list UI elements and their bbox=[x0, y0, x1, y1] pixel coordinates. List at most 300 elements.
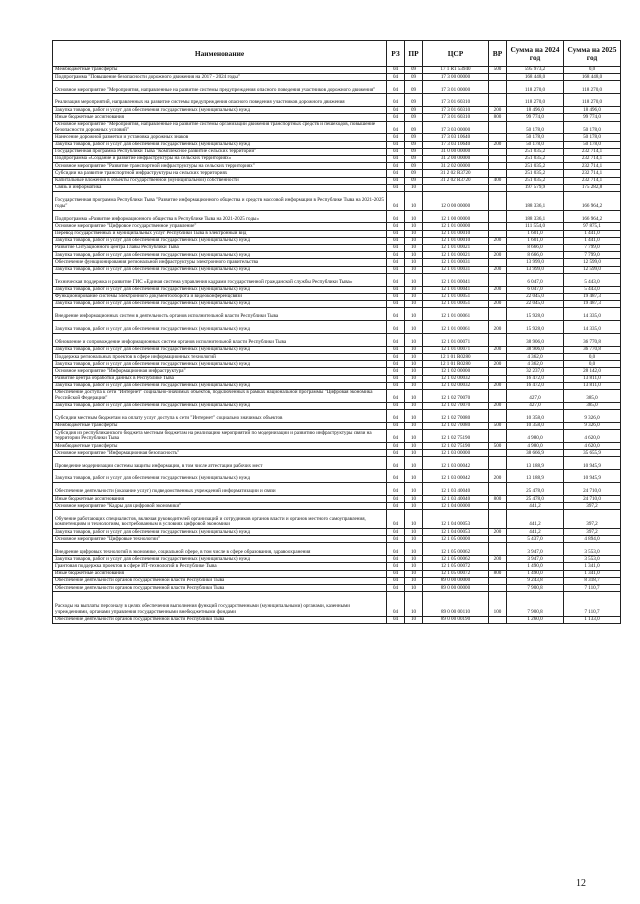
row-sum-2024: 7 900,8 bbox=[507, 585, 564, 592]
row-rz: 04 bbox=[387, 210, 405, 223]
row-name: Подпрограмма «Развитие информационного общества в Республике Тыва на 2021-2025 годы» bbox=[53, 210, 387, 223]
row-pr: 10 bbox=[405, 470, 423, 483]
row-name: Основное мероприятие "Информационная инфраструктура" bbox=[53, 368, 387, 375]
table-row bbox=[53, 457, 621, 470]
table-row bbox=[53, 443, 621, 450]
row-vr: 200 bbox=[489, 252, 507, 259]
row-sum-2024: 188 336,1 bbox=[507, 191, 564, 210]
row-sum-2025: 0,0 bbox=[564, 354, 621, 361]
header-rz: РЗ bbox=[387, 41, 405, 67]
row-rz: 04 bbox=[387, 134, 405, 141]
row-sum-2025: 232 714,1 bbox=[564, 177, 621, 184]
row-sum-2025: 3 553,0 bbox=[564, 543, 621, 556]
row-pr: 10 bbox=[405, 422, 423, 429]
row-pr: 10 bbox=[405, 300, 423, 307]
row-vr bbox=[489, 510, 507, 529]
row-pr: 10 bbox=[405, 230, 423, 237]
row-csr: 12 1 05 00072 bbox=[423, 563, 489, 570]
row-vr bbox=[489, 616, 507, 623]
row-sum-2024: 6 047,0 bbox=[507, 286, 564, 293]
row-vr bbox=[489, 410, 507, 423]
row-csr: 12 1 01 R0280 bbox=[423, 354, 489, 361]
row-pr: 09 bbox=[405, 114, 423, 121]
row-rz: 04 bbox=[387, 170, 405, 177]
row-name: Основное мероприятие "Цифровое государственное управление" bbox=[53, 223, 387, 230]
row-sum-2024: 251 035,2 bbox=[507, 163, 564, 170]
row-sum-2025: 12 599,0 bbox=[564, 266, 621, 273]
row-vr bbox=[489, 210, 507, 223]
row-sum-2025: 0,0 bbox=[564, 361, 621, 368]
row-vr bbox=[489, 170, 507, 177]
row-name: Закупка товаров, работ и услуг для обеспечения государственных (муниципальных) нужд bbox=[53, 237, 387, 244]
row-pr: 10 bbox=[405, 266, 423, 273]
row-pr: 10 bbox=[405, 496, 423, 503]
table-row bbox=[53, 543, 621, 556]
row-rz: 04 bbox=[387, 556, 405, 563]
row-pr: 10 bbox=[405, 389, 423, 402]
row-csr: 12 1 01 00051 bbox=[423, 300, 489, 307]
row-rz: 04 bbox=[387, 496, 405, 503]
row-vr: 200 bbox=[489, 402, 507, 409]
row-pr: 10 bbox=[405, 457, 423, 470]
row-csr: 89 0 00 00190 bbox=[423, 616, 489, 623]
row-name: Подпрограмма «Создание и развитие инфраструктуры на сельских территориях» bbox=[53, 155, 387, 162]
row-vr: 800 bbox=[489, 570, 507, 577]
row-vr bbox=[489, 74, 507, 81]
row-vr bbox=[489, 333, 507, 346]
row-csr: 12 1 05 00072 bbox=[423, 570, 489, 577]
row-sum-2024: 595 973,2 bbox=[507, 67, 564, 74]
row-sum-2024: 6 047,0 bbox=[507, 273, 564, 286]
row-rz: 04 bbox=[387, 536, 405, 543]
row-name: Закупка товаров, работ и услуг для обеспечения государственных (муниципальных) нужд bbox=[53, 556, 387, 563]
row-pr: 10 bbox=[405, 293, 423, 300]
row-pr: 10 bbox=[405, 237, 423, 244]
row-vr bbox=[489, 121, 507, 134]
row-sum-2024: 25 478,0 bbox=[507, 483, 564, 496]
row-sum-2024: 1 601,0 bbox=[507, 230, 564, 237]
row-sum-2024: 38 666,9 bbox=[507, 450, 564, 457]
row-vr: 800 bbox=[489, 114, 507, 121]
row-csr: 17 3 00 00000 bbox=[423, 74, 489, 81]
row-sum-2025: 13 811,0 bbox=[564, 382, 621, 389]
row-rz: 04 bbox=[387, 483, 405, 496]
row-name: Закупка товаров, работ и услуг для обеспечения государственных (муниципальных) нужд bbox=[53, 321, 387, 334]
page-number: 12 bbox=[576, 878, 586, 889]
table-row bbox=[53, 210, 621, 223]
row-csr: 12 1 01 00041 bbox=[423, 286, 489, 293]
row-vr: 500 bbox=[489, 67, 507, 74]
row-name: Закупка товаров, работ и услуг для обеспечения государственных (муниципальных) нужд bbox=[53, 529, 387, 536]
row-csr: 12 1 01 00071 bbox=[423, 346, 489, 353]
row-sum-2025: 4 620,0 bbox=[564, 443, 621, 450]
row-sum-2024: 4 362,0 bbox=[507, 361, 564, 368]
table-row bbox=[53, 536, 621, 543]
row-vr: 400 bbox=[489, 177, 507, 184]
row-pr: 10 bbox=[405, 286, 423, 293]
row-csr: 12 1 02 70080 bbox=[423, 422, 489, 429]
row-vr: 500 bbox=[489, 443, 507, 450]
header-vr: ВР bbox=[489, 41, 507, 67]
row-sum-2025: 3 553,0 bbox=[564, 556, 621, 563]
row-rz: 04 bbox=[387, 361, 405, 368]
table-row bbox=[53, 114, 621, 121]
row-sum-2025: 10 945,9 bbox=[564, 457, 621, 470]
row-name: Закупка товаров, работ и услуг для обеспечения государственных (муниципальных) нужд bbox=[53, 382, 387, 389]
row-pr: 09 bbox=[405, 155, 423, 162]
row-sum-2024: 15 928,0 bbox=[507, 308, 564, 321]
row-pr: 09 bbox=[405, 74, 423, 81]
row-csr: 12 1 01 00010 bbox=[423, 237, 489, 244]
row-csr: 17 3 03 00000 bbox=[423, 121, 489, 134]
row-csr: 17 3 01 00000 bbox=[423, 81, 489, 94]
row-rz: 04 bbox=[387, 503, 405, 510]
row-sum-2025: 18 496,0 bbox=[564, 107, 621, 114]
row-pr: 10 bbox=[405, 382, 423, 389]
row-csr: 12 1 02 00032 bbox=[423, 375, 489, 382]
table-row bbox=[53, 496, 621, 503]
row-rz: 04 bbox=[387, 585, 405, 592]
row-csr: 31 0 00 00000 bbox=[423, 148, 489, 155]
row-sum-2025: 9 326,0 bbox=[564, 422, 621, 429]
row-sum-2024: 1 260,0 bbox=[507, 616, 564, 623]
row-vr bbox=[489, 223, 507, 230]
row-vr: 200 bbox=[489, 237, 507, 244]
row-pr: 10 bbox=[405, 536, 423, 543]
row-sum-2025: 24 710,0 bbox=[564, 496, 621, 503]
row-name: Обновление и сопровождение информационных систем органов исполнительной власти Республики Тыва bbox=[53, 333, 387, 346]
row-pr: 10 bbox=[405, 529, 423, 536]
row-rz: 04 bbox=[387, 354, 405, 361]
row-sum-2025: 166 964,2 bbox=[564, 210, 621, 223]
row-pr: 10 bbox=[405, 616, 423, 623]
row-rz: 04 bbox=[387, 300, 405, 307]
row-vr: 200 bbox=[489, 556, 507, 563]
row-sum-2024: 197 579,9 bbox=[507, 184, 564, 191]
row-vr: 200 bbox=[489, 141, 507, 148]
row-sum-2025: 10 945,9 bbox=[564, 470, 621, 483]
row-name: Закупка товаров, работ и услуг для обеспечения государственных (муниципальных) нужд bbox=[53, 286, 387, 293]
row-vr bbox=[489, 134, 507, 141]
row-pr: 10 bbox=[405, 321, 423, 334]
row-name: Капитальные вложения в объекты государственной (муниципальной) собственности bbox=[53, 177, 387, 184]
table-row bbox=[53, 252, 621, 259]
table-row bbox=[53, 273, 621, 286]
row-sum-2025: 118 270,0 bbox=[564, 94, 621, 107]
row-sum-2024: 168 448,0 bbox=[507, 74, 564, 81]
table-row bbox=[53, 259, 621, 266]
row-sum-2024: 441,2 bbox=[507, 529, 564, 536]
table-row bbox=[53, 577, 621, 584]
row-rz: 04 bbox=[387, 592, 405, 616]
row-name: Государственная программа Республики Тыва "Развитие информационного общества и средств массовой информации в Республике Тыва на 2021-2025 годы" bbox=[53, 191, 387, 210]
row-csr: 17 3 01 60310 bbox=[423, 94, 489, 107]
row-name: Закупка товаров, работ и услуг для обеспечения государственных (муниципальных) нужд bbox=[53, 266, 387, 273]
table-row bbox=[53, 121, 621, 134]
row-name: Внедрение информационных систем в деятельность органов исполнительной власти Республики Тыва bbox=[53, 308, 387, 321]
row-rz: 04 bbox=[387, 230, 405, 237]
row-sum-2025: 4 620,0 bbox=[564, 430, 621, 443]
row-sum-2025: 28 142,0 bbox=[564, 368, 621, 375]
row-pr: 10 bbox=[405, 450, 423, 457]
row-pr: 10 bbox=[405, 430, 423, 443]
row-vr bbox=[489, 244, 507, 251]
table-row bbox=[53, 107, 621, 114]
row-rz: 04 bbox=[387, 81, 405, 94]
row-sum-2024: 427,0 bbox=[507, 402, 564, 409]
row-csr: 12 1 02 75190 bbox=[423, 443, 489, 450]
row-pr: 10 bbox=[405, 252, 423, 259]
row-sum-2025: 397,2 bbox=[564, 503, 621, 510]
row-pr: 09 bbox=[405, 81, 423, 94]
row-rz: 04 bbox=[387, 148, 405, 155]
row-sum-2025: 175 282,8 bbox=[564, 184, 621, 191]
row-rz: 04 bbox=[387, 346, 405, 353]
table-row bbox=[53, 483, 621, 496]
row-name: Грантовая поддержка проектов в сфере ИТ-технологий в Республике Тыва bbox=[53, 563, 387, 570]
row-sum-2025: 385,0 bbox=[564, 389, 621, 402]
row-sum-2024: 10 358,0 bbox=[507, 410, 564, 423]
table-row bbox=[53, 300, 621, 307]
row-sum-2024: 441,2 bbox=[507, 503, 564, 510]
row-csr: 12 1 02 70070 bbox=[423, 389, 489, 402]
table-row bbox=[53, 616, 621, 623]
row-vr bbox=[489, 273, 507, 286]
row-vr bbox=[489, 368, 507, 375]
row-name: Подпрограмма "Повышение безопасности дорожного движения на 2017 - 2024 годы" bbox=[53, 74, 387, 81]
row-csr: 12 1 04 00053 bbox=[423, 510, 489, 529]
row-sum-2024: 13 999,0 bbox=[507, 259, 564, 266]
row-sum-2025: 24 710,0 bbox=[564, 483, 621, 496]
row-sum-2025: 118 270,0 bbox=[564, 81, 621, 94]
budget-table-container bbox=[52, 40, 620, 624]
row-rz: 04 bbox=[387, 577, 405, 584]
table-row bbox=[53, 503, 621, 510]
row-sum-2024: 16 472,0 bbox=[507, 375, 564, 382]
row-csr: 12 1 03 00042 bbox=[423, 470, 489, 483]
header-sum-2024: Сумма на 2024 год bbox=[507, 41, 564, 67]
row-rz: 04 bbox=[387, 529, 405, 536]
row-sum-2024: 251 035,2 bbox=[507, 177, 564, 184]
row-rz: 04 bbox=[387, 422, 405, 429]
row-sum-2024: 4 980,0 bbox=[507, 430, 564, 443]
row-vr bbox=[489, 81, 507, 94]
row-vr: 200 bbox=[489, 321, 507, 334]
row-csr: 12 1 01 00031 bbox=[423, 266, 489, 273]
row-csr: 12 1 01 00071 bbox=[423, 333, 489, 346]
budget-table bbox=[52, 40, 621, 624]
row-name: Иные бюджетные ассигнования bbox=[53, 570, 387, 577]
row-name: Основное мероприятие "Развитие транспортной инфраструктуры на сельских территориях" bbox=[53, 163, 387, 170]
row-sum-2024: 18 496,0 bbox=[507, 107, 564, 114]
row-sum-2024: 3 947,0 bbox=[507, 543, 564, 556]
row-name: Закупка товаров, работ и услуг для обеспечения государственных (муниципальных) нужд bbox=[53, 470, 387, 483]
row-csr: 12 1 03 00042 bbox=[423, 457, 489, 470]
row-name: Межбюджетные трансферты bbox=[53, 422, 387, 429]
row-sum-2025: 1 341,0 bbox=[564, 563, 621, 570]
row-vr bbox=[489, 148, 507, 155]
row-name: Обучение работающих специалистов, включая руководителей организаций и сотрудников органов власти и органов местного самоуправления, компетенциям и технологиям, востребованным в условиях цифровой экономики bbox=[53, 510, 387, 529]
row-csr: 12 0 00 00000 bbox=[423, 191, 489, 210]
row-sum-2024: 50 178,0 bbox=[507, 141, 564, 148]
row-rz: 04 bbox=[387, 616, 405, 623]
row-name: Межбюджетные трансферты bbox=[53, 443, 387, 450]
header-name: Наименование bbox=[53, 41, 387, 67]
row-rz: 04 bbox=[387, 237, 405, 244]
row-sum-2024: 4 980,0 bbox=[507, 443, 564, 450]
row-sum-2025: 1 441,0 bbox=[564, 237, 621, 244]
row-sum-2025: 397,2 bbox=[564, 529, 621, 536]
row-name: Проведение модернизации системы защиты информации, в том числе аттестации рабочих мест bbox=[53, 457, 387, 470]
row-vr bbox=[489, 543, 507, 556]
row-pr: 10 bbox=[405, 184, 423, 191]
row-rz: 04 bbox=[387, 286, 405, 293]
row-name: Обеспечение деятельности органов государственной власти Республики Тыва bbox=[53, 577, 387, 584]
row-vr: 200 bbox=[489, 470, 507, 483]
row-name: Субсидии местным бюджетам на оплату услуг доступа к сети "Интернет" социально значимых объектов bbox=[53, 410, 387, 423]
row-sum-2025: 9 326,0 bbox=[564, 410, 621, 423]
row-csr: 17 3 01 60310 bbox=[423, 107, 489, 114]
row-sum-2025: 7 110,7 bbox=[564, 592, 621, 616]
row-vr: 100 bbox=[489, 592, 507, 616]
row-pr: 09 bbox=[405, 107, 423, 114]
row-csr: 17 3 03 10640 bbox=[423, 141, 489, 148]
row-pr: 10 bbox=[405, 346, 423, 353]
row-sum-2024: 22 045,0 bbox=[507, 293, 564, 300]
row-rz: 04 bbox=[387, 430, 405, 443]
row-pr: 09 bbox=[405, 141, 423, 148]
row-sum-2025: 5 443,0 bbox=[564, 273, 621, 286]
row-sum-2025: 1 341,0 bbox=[564, 570, 621, 577]
table-row bbox=[53, 155, 621, 162]
table-row bbox=[53, 563, 621, 570]
table-row bbox=[53, 94, 621, 107]
row-rz: 04 bbox=[387, 543, 405, 556]
row-rz: 04 bbox=[387, 321, 405, 334]
table-row bbox=[53, 67, 621, 74]
table-row bbox=[53, 184, 621, 191]
row-rz: 04 bbox=[387, 368, 405, 375]
header-pr: ПР bbox=[405, 41, 423, 67]
row-vr bbox=[489, 457, 507, 470]
row-name: Государственная программа Республики Тыва "Комплексное развитие сельских территорий" bbox=[53, 148, 387, 155]
row-sum-2024: 441,2 bbox=[507, 510, 564, 529]
table-row bbox=[53, 321, 621, 334]
row-pr: 10 bbox=[405, 410, 423, 423]
row-sum-2025: 166 964,2 bbox=[564, 191, 621, 210]
row-pr: 09 bbox=[405, 134, 423, 141]
table-row bbox=[53, 529, 621, 536]
table-row bbox=[53, 361, 621, 368]
row-pr: 09 bbox=[405, 148, 423, 155]
row-rz: 04 bbox=[387, 333, 405, 346]
row-sum-2024: 15 928,0 bbox=[507, 321, 564, 334]
row-csr: 17 3 01 60310 bbox=[423, 114, 489, 121]
row-name: Обеспечение функционирования региональной инфраструктуры электронного правительства bbox=[53, 259, 387, 266]
row-rz: 04 bbox=[387, 402, 405, 409]
row-sum-2025: 35 655,9 bbox=[564, 450, 621, 457]
row-sum-2025: 50 178,0 bbox=[564, 141, 621, 148]
row-rz: 04 bbox=[387, 155, 405, 162]
row-sum-2024: 251 035,2 bbox=[507, 170, 564, 177]
row-csr: 17 1 R1 53940 bbox=[423, 67, 489, 74]
row-pr: 09 bbox=[405, 177, 423, 184]
row-csr: 12 1 01 00000 bbox=[423, 223, 489, 230]
row-sum-2025: 4 894,0 bbox=[564, 536, 621, 543]
row-csr: 12 1 01 00010 bbox=[423, 230, 489, 237]
row-sum-2024: 8 666,0 bbox=[507, 244, 564, 251]
row-sum-2025: 19 487,3 bbox=[564, 293, 621, 300]
row-sum-2024: 7 900,8 bbox=[507, 592, 564, 616]
row-sum-2024: 13 188,9 bbox=[507, 470, 564, 483]
header-sum-2025: Сумма на 2025 год bbox=[564, 41, 621, 67]
row-sum-2025: 5 443,0 bbox=[564, 286, 621, 293]
row-name: Расходы на выплаты персоналу в целях обеспечения выполнения функций государственными (муниципальными) органами, казенными учреждениями, органами управления государственными внебюджетными фондами bbox=[53, 592, 387, 616]
row-vr bbox=[489, 483, 507, 496]
row-sum-2024: 50 178,0 bbox=[507, 134, 564, 141]
row-csr: 12 1 00 00000 bbox=[423, 210, 489, 223]
row-vr bbox=[489, 155, 507, 162]
row-name: Связь и информатика bbox=[53, 184, 387, 191]
row-rz: 04 bbox=[387, 457, 405, 470]
row-sum-2025: 8 318,7 bbox=[564, 577, 621, 584]
row-csr: 89 0 00 00000 bbox=[423, 585, 489, 592]
row-sum-2025: 13 811,0 bbox=[564, 375, 621, 382]
row-csr: 31 2 02 00000 bbox=[423, 163, 489, 170]
row-sum-2025: 14 335,0 bbox=[564, 308, 621, 321]
table-row bbox=[53, 81, 621, 94]
row-rz: 04 bbox=[387, 94, 405, 107]
row-pr: 09 bbox=[405, 163, 423, 170]
row-rz: 04 bbox=[387, 273, 405, 286]
row-vr bbox=[489, 430, 507, 443]
row-vr: 200 bbox=[489, 107, 507, 114]
row-name: Перевод государственных и муниципальных услуг Республики Тыва в электронный вид bbox=[53, 230, 387, 237]
row-csr: 12 1 01 00061 bbox=[423, 308, 489, 321]
row-vr: 200 bbox=[489, 382, 507, 389]
table-row bbox=[53, 592, 621, 616]
row-name: Иные бюджетные ассигнования bbox=[53, 496, 387, 503]
table-row bbox=[53, 74, 621, 81]
row-rz: 04 bbox=[387, 563, 405, 570]
row-pr: 09 bbox=[405, 94, 423, 107]
row-csr: 12 1 02 75190 bbox=[423, 430, 489, 443]
row-csr: 89 0 00 00000 bbox=[423, 577, 489, 584]
row-rz: 04 bbox=[387, 191, 405, 210]
row-rz: 04 bbox=[387, 163, 405, 170]
row-rz: 04 bbox=[387, 252, 405, 259]
row-vr bbox=[489, 191, 507, 210]
row-sum-2025: 7 799,0 bbox=[564, 244, 621, 251]
row-vr bbox=[489, 450, 507, 457]
row-sum-2025: 1 133,0 bbox=[564, 616, 621, 623]
row-csr: 12 1 02 00032 bbox=[423, 382, 489, 389]
row-pr: 10 bbox=[405, 563, 423, 570]
row-csr bbox=[423, 184, 489, 191]
row-name: Реализация мероприятий, направленных на развитие системы предупреждения опасного поведения участников дорожного движения bbox=[53, 94, 387, 107]
row-pr: 10 bbox=[405, 483, 423, 496]
row-vr bbox=[489, 230, 507, 237]
row-pr: 10 bbox=[405, 556, 423, 563]
row-sum-2024: 22 045,0 bbox=[507, 300, 564, 307]
row-name: Закупка товаров, работ и услуг для обеспечения государственных (муниципальных) нужд bbox=[53, 107, 387, 114]
row-pr: 10 bbox=[405, 244, 423, 251]
row-csr: 12 1 05 00000 bbox=[423, 536, 489, 543]
row-rz: 04 bbox=[387, 114, 405, 121]
row-csr: 12 1 04 00000 bbox=[423, 503, 489, 510]
row-vr: 200 bbox=[489, 346, 507, 353]
row-sum-2024: 13 999,0 bbox=[507, 266, 564, 273]
